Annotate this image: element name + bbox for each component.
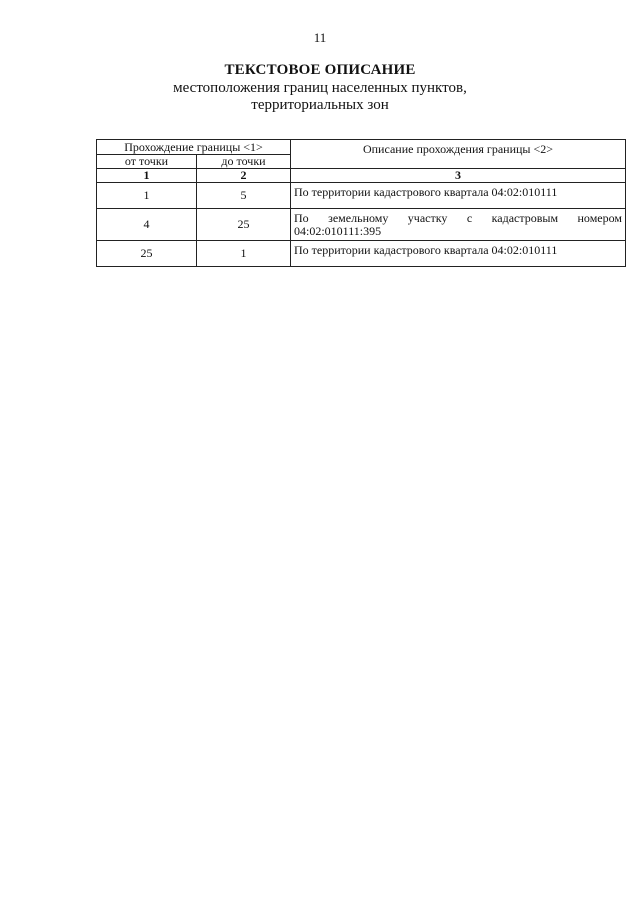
row-to: 5: [197, 183, 291, 209]
table-row: [97, 209, 626, 241]
subtitle-line-1: местоположения границ населенных пунктов,: [173, 80, 467, 96]
column-number-1: 1: [97, 169, 197, 183]
row-to: 1: [197, 241, 291, 267]
row-description: [291, 209, 626, 241]
row-description-line-1: По земельному участку с кадастровым номером: [294, 211, 622, 225]
row-description-text: По территории кадастрового квартала 04:02:010111: [294, 243, 558, 257]
table-row: [97, 241, 626, 267]
row-from: 1: [97, 183, 197, 209]
table-header-row: [97, 140, 626, 155]
document-title: ТЕКСТОВОЕ ОПИСАНИЕ: [224, 62, 416, 78]
row-description-text: По территории кадастрового квартала 04:02:010111: [294, 185, 558, 199]
row-from: 25: [97, 241, 197, 267]
table-row: [97, 183, 626, 209]
header-passage: Прохождение границы <1>: [97, 140, 291, 155]
row-to: 25: [197, 209, 291, 241]
row-description-line-2: 04:02:010111:395: [294, 224, 382, 238]
document-subtitle: [0, 80, 640, 114]
column-number-2: 2: [197, 169, 291, 183]
header-to: до точки: [197, 155, 291, 169]
row-from: 4: [97, 209, 197, 241]
header-from: от точки: [97, 155, 197, 169]
column-number-row: [97, 169, 626, 183]
subtitle-line-2: территориальных зон: [251, 97, 389, 113]
boundary-table: [96, 139, 626, 267]
row-description: [291, 183, 626, 209]
row-description: [291, 241, 626, 267]
page-number: 11: [313, 30, 327, 45]
column-number-3: 3: [291, 169, 626, 183]
header-description: Описание прохождения границы <2>: [291, 140, 626, 169]
